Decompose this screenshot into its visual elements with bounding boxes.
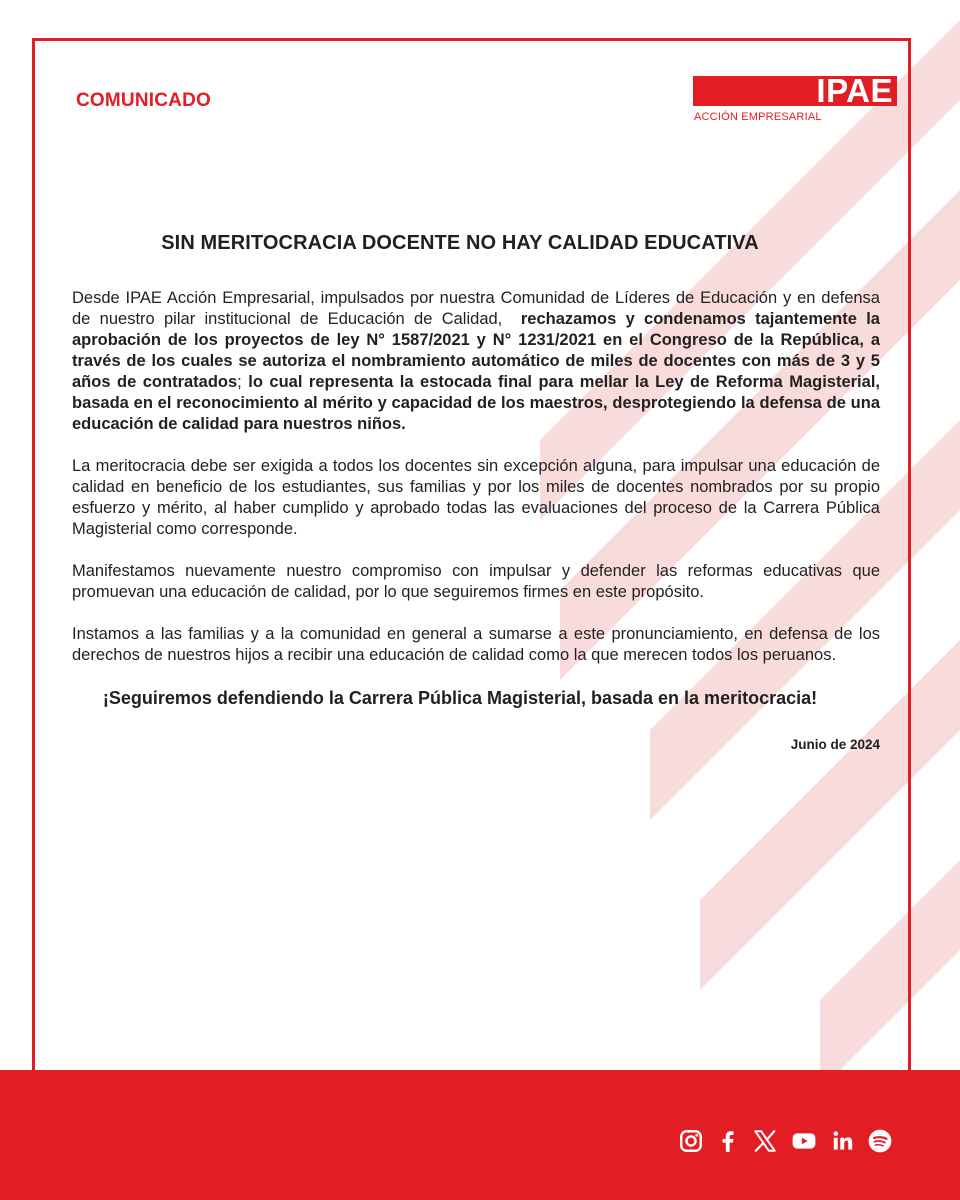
logo-wordmark: IPAE <box>816 72 893 109</box>
x-icon[interactable] <box>752 1128 778 1154</box>
youtube-icon[interactable] <box>789 1128 819 1154</box>
linkedin-icon[interactable] <box>830 1128 856 1154</box>
paragraph-3: Manifestamos nuevamente nuestro compromiso con impulsar y defender las reformas educativas que promuevan una educación de calidad, por lo que seguiremos firmes en este propósito. <box>72 562 880 601</box>
paragraph-1 <box>72 288 880 435</box>
document-date: Junio de 2024 <box>790 737 880 752</box>
comunicado-label: COMUNICADO <box>76 90 211 111</box>
facebook-icon[interactable] <box>715 1128 741 1154</box>
paragraph-1-bold-a: rechazamos y condenamos tajantemente la aprobación de los proyectos de ley N° 1587/2021 y N° 1231/2021 en el Congreso de la República, a través de los cuales se autoriza el nombramiento automático de miles de docentes con más de 3 y 5 años de contratados <box>72 310 880 391</box>
closing-statement: ¡Seguiremos defendiendo la Carrera Pública Magisterial, basada en la meritocracia! <box>102 688 818 708</box>
social-links <box>678 1124 893 1158</box>
ipae-logo[interactable] <box>693 72 897 123</box>
paragraph-4: Instamos a las familias y a la comunidad en general a sumarse a este pronunciamiento, en defensa de los derechos de nuestros hijos a recibir una educación de calidad como la que merecen todos los peruanos. <box>72 625 880 664</box>
statement-body <box>72 288 880 687</box>
paragraph-1-sep: ; <box>237 373 242 391</box>
paragraph-1-intro: Desde IPAE Acción Empresarial, impulsados por nuestra Comunidad de Líderes de Educación y en defensa de nuestro pilar institucional de Educación de Calidad, <box>72 289 880 328</box>
paragraph-2: La meritocracia debe ser exigida a todos los docentes sin excepción alguna, para impulsar una educación de calidad en beneficio de los estudiantes, sus familias y por los miles de docentes nombrados por su propio esfuerzo y mérito, al haber cumplido y aprobado todas las evaluaciones del proceso de la Carrera Pública Magisterial como corresponde. <box>72 457 880 538</box>
spotify-icon[interactable] <box>867 1128 893 1154</box>
logo-bar <box>693 72 897 109</box>
paragraph-1-bold-b: lo cual representa la estocada final para mellar la Ley de Reforma Magisterial, basada en el reconocimiento al mérito y capacidad de los maestros, desprotegiendo la defensa de una educación de calidad para nuestros niños. <box>72 373 880 433</box>
instagram-icon[interactable] <box>678 1128 704 1154</box>
logo-tagline: ACCIÓN EMPRESARIAL <box>694 111 822 123</box>
page-title: SIN MERITOCRACIA DOCENTE NO HAY CALIDAD EDUCATIVA <box>161 232 759 254</box>
